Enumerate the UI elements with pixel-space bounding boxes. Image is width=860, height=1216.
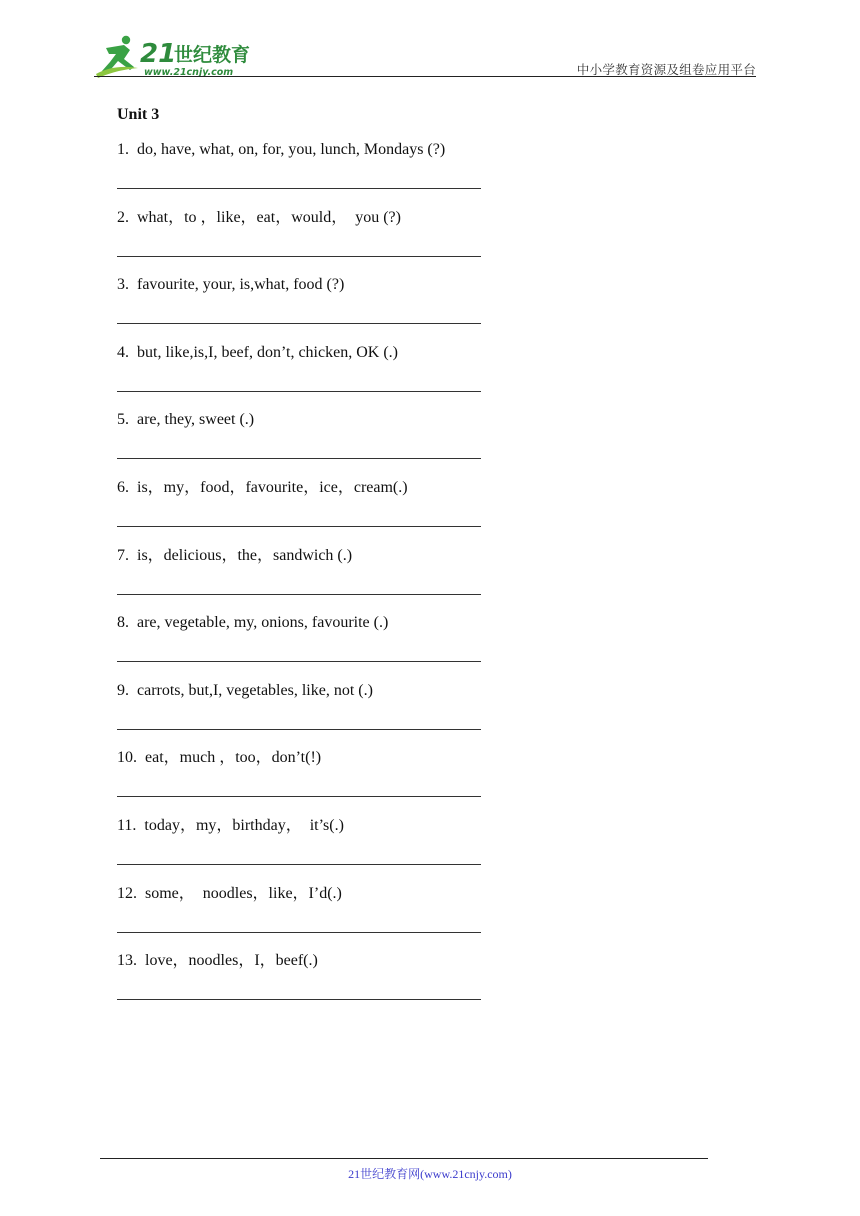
answer-blank-line[interactable] [117,391,481,392]
question-text: 5. are, they, sweet (.) [117,411,255,429]
svg-text:www.21cnjy.com: www.21cnjy.com [144,67,234,78]
question-text: 9. carrots, but,I, vegetables, like, not (.) [117,681,373,699]
question-list [117,140,537,1019]
svg-text:世纪教育: 世纪教育 [174,44,251,66]
answer-blank-line[interactable] [117,661,481,662]
answer-blank-line[interactable] [117,594,481,595]
question-text: 13. love，noodles，I，beef(.) [117,952,318,970]
question-text: 3. favourite, your, is,what, food (?) [117,276,345,294]
answer-blank-line[interactable] [117,864,481,865]
unit-title: Unit 3 [117,106,160,123]
question-item [117,816,537,884]
question-item [117,884,537,952]
question-text: 4. but, like,is,I, beef, don’t, chicken, OK (.) [117,343,398,361]
question-text: 11. today，my，birthday， it’s(.) [117,816,344,834]
question-item [117,546,537,614]
answer-blank-line[interactable] [117,256,481,257]
question-item [117,410,537,478]
answer-blank-line[interactable] [117,729,481,730]
question-text: 7. is，delicious，the，sandwich (.) [117,546,353,564]
answer-blank-line[interactable] [117,999,481,1000]
question-item [117,748,537,816]
answer-blank-line[interactable] [117,796,481,797]
21cnjy-logo [94,34,264,78]
answer-blank-line[interactable] [117,932,481,933]
question-text: 8. are, vegetable, my, onions, favourite (.) [117,614,389,632]
answer-blank-line[interactable] [117,526,481,527]
runner-figure-icon [96,36,138,78]
question-item [117,208,537,276]
question-item [117,681,537,749]
answer-blank-line[interactable] [117,323,481,324]
header-platform-title: 中小学教育资源及组卷应用平台 [576,62,756,77]
svg-text:21: 21 [140,39,177,69]
footer-site-link[interactable]: 21世纪教育网(www.21cnjy.com) [348,1167,512,1181]
question-text: 1. do, have, what, on, for, you, lunch, Mondays (?) [117,141,446,158]
question-item [117,478,537,546]
question-text: 10. eat，much ，too，don’t(!) [117,749,322,767]
question-item [117,140,537,208]
footer-divider [100,1158,708,1159]
question-text: 2. what，to ，like，eat，would， you (?) [117,208,401,226]
question-item [117,275,537,343]
question-item [117,343,537,411]
answer-blank-line[interactable] [117,458,481,459]
question-text: 12. some， noodles，like，I’d(.) [117,884,342,902]
question-item [117,951,537,1019]
question-item [117,613,537,681]
answer-blank-line[interactable] [117,188,481,189]
question-text: 6. is，my，food，favourite，ice，cream(.) [117,478,408,496]
page-header [94,30,756,80]
header-divider [94,76,756,77]
